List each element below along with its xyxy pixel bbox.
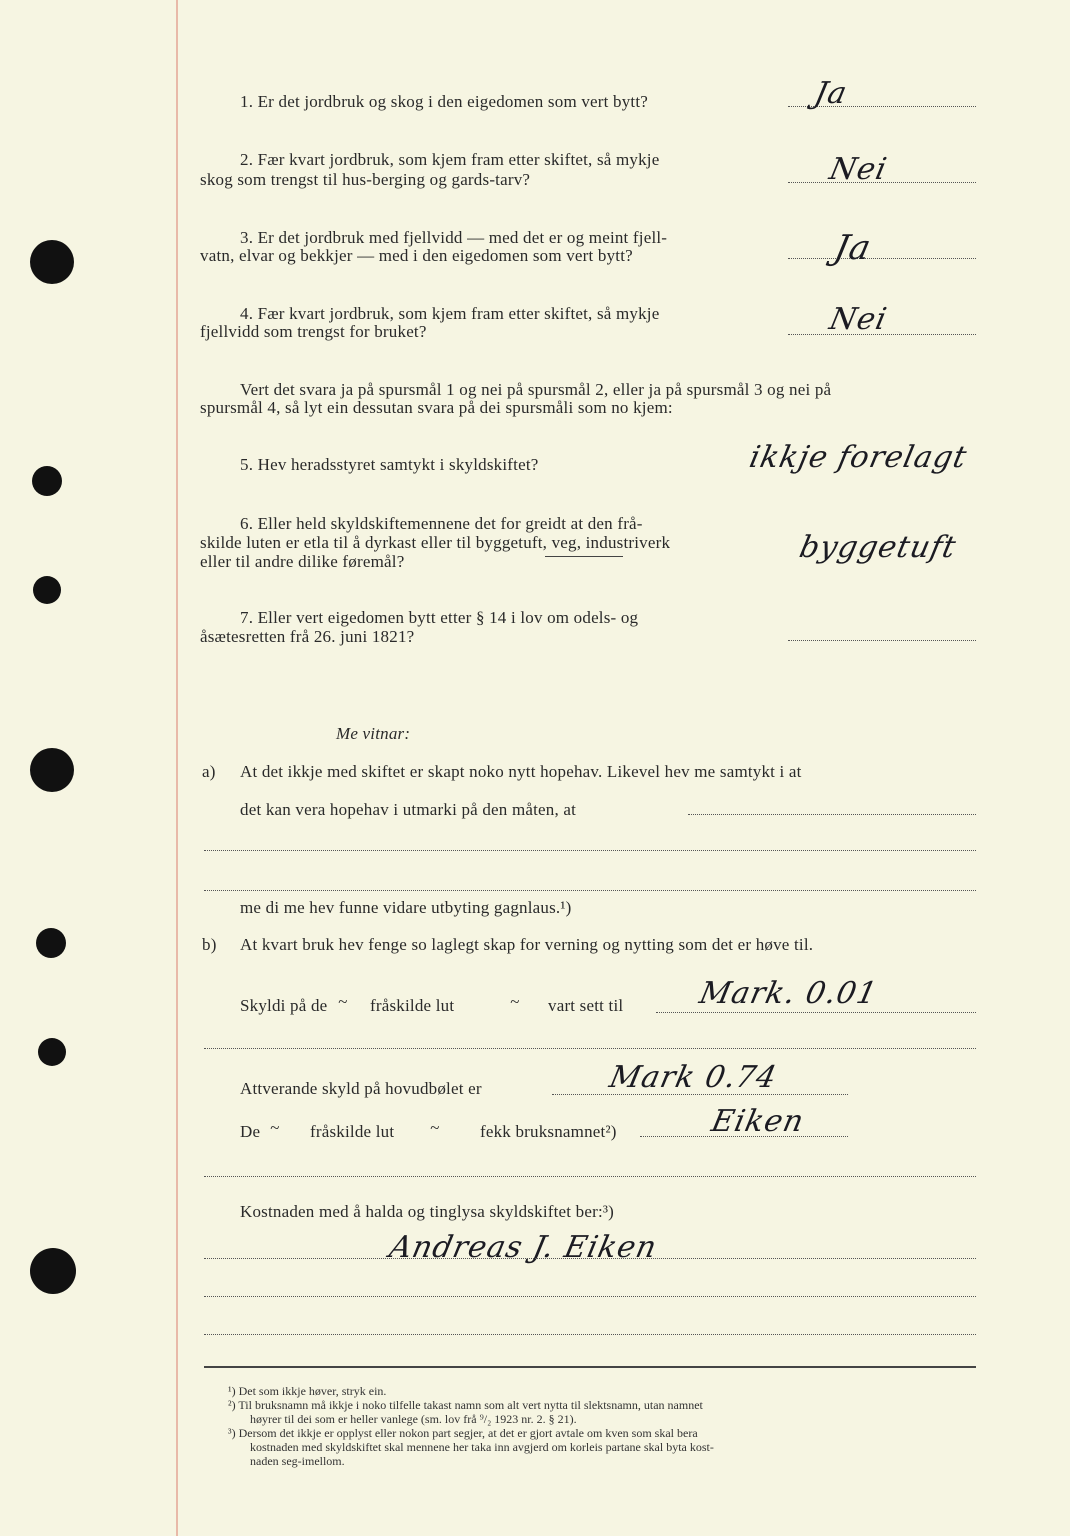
remaining-label: Attverande skyld på hovudbølet er bbox=[240, 1079, 482, 1098]
answer-2: Nei bbox=[826, 152, 891, 187]
footnote-3a: ³) Dersom det ikkje er opplyst eller nokon part segjer, at det er gjort avtale om kven som skal bera bbox=[228, 1426, 698, 1440]
underline bbox=[545, 556, 623, 557]
skyldi-label-c: vart sett til bbox=[548, 996, 624, 1015]
question-6-line3: eller til andre dilike føremål? bbox=[200, 552, 405, 571]
remaining-value: Mark 0.74 bbox=[606, 1060, 781, 1095]
question-7-line1: 7. Eller vert eigedomen bytt etter § 14 i lov om odels- og bbox=[240, 608, 639, 627]
question-2-line1: 2. Fær kvart jordbruk, som kjem fram etter skiftet, så mykje bbox=[240, 150, 660, 169]
cost-value: Andreas J. Eiken bbox=[386, 1230, 661, 1265]
name-label-c: fekk bruksnamnet²) bbox=[480, 1122, 617, 1141]
footnote-1: ¹) Det som ikkje høver, stryk ein. bbox=[228, 1384, 387, 1398]
witness-a-line3: me di me hev funne vidare utbyting gagnlaus.¹) bbox=[240, 898, 572, 917]
struck-suffix: ~ bbox=[510, 992, 520, 1011]
cost-label: Kostnaden med å halda og tinglysa skyldskiftet ber:³) bbox=[240, 1202, 615, 1221]
answer-5: ikkje forelagt bbox=[746, 440, 971, 475]
footnote-3b: kostnaden med skyldskiftet skal mennene her taka inn avgjerd om korleis partane skal byta kost- bbox=[250, 1440, 714, 1454]
punch-hole bbox=[32, 466, 62, 496]
name-label-b: fråskilde lut bbox=[310, 1122, 395, 1141]
name-value: Eiken bbox=[708, 1104, 808, 1139]
question-3-line2: vatn, elvar og bekkjer — med i den eigedomen som vert bytt? bbox=[200, 246, 633, 265]
struck-suffix: ~ bbox=[270, 1118, 280, 1137]
fill-line bbox=[204, 850, 976, 851]
question-6-line1: 6. Eller held skyldskiftemennene det for greidt at den frå- bbox=[240, 514, 643, 533]
fill-line bbox=[204, 1048, 976, 1049]
name-label-a: De bbox=[240, 1122, 261, 1141]
footnote-2b: høyrer til dei som er heller vanlege (sm. lov frå ⁹/₂ 1923 nr. 2. § 21). bbox=[250, 1412, 577, 1426]
witness-a-line1: At det ikkje med skiftet er skapt noko nytt hopehav. Likevel hev me samtykt i at bbox=[240, 762, 802, 781]
question-4-line2: fjellvidd som trengst for bruket? bbox=[200, 322, 427, 341]
question-1-text: 1. Er det jordbruk og skog i den eigedomen som vert bytt? bbox=[240, 92, 648, 111]
footnote-separator bbox=[204, 1366, 976, 1368]
intro-line1: Vert det svara ja på spursmål 1 og nei på spursmål 2, eller ja på spursmål 3 og nei på bbox=[240, 380, 832, 399]
punch-hole bbox=[30, 748, 74, 792]
punch-hole bbox=[36, 928, 66, 958]
punch-hole bbox=[33, 576, 61, 604]
fill-line bbox=[204, 1334, 976, 1335]
punch-hole bbox=[30, 240, 74, 284]
question-3-line1: 3. Er det jordbruk med fjellvidd — med det er og meint fjell- bbox=[240, 228, 668, 247]
fill-line bbox=[656, 1012, 976, 1013]
witness-a-label: a) bbox=[202, 762, 216, 781]
fill-line bbox=[204, 1258, 976, 1259]
question-4-line1: 4. Fær kvart jordbruk, som kjem fram etter skiftet, så mykje bbox=[240, 304, 660, 323]
question-2-line2: skog som trengst til hus-berging og gards-tarv? bbox=[200, 170, 531, 189]
skyldi-label-a: Skyldi på de bbox=[240, 996, 328, 1015]
answer-6: byggetuft bbox=[796, 530, 960, 565]
witness-b-label: b) bbox=[202, 935, 217, 954]
intro-line2: spursmål 4, så lyt ein dessutan svara på dei spursmåli som no kjem: bbox=[200, 398, 673, 417]
struck-suffix: ~ bbox=[338, 992, 348, 1011]
punch-hole bbox=[30, 1248, 76, 1294]
witness-a-line2: det kan vera hopehav i utmarki på den måten, at bbox=[240, 800, 577, 819]
struck-suffix: ~ bbox=[430, 1118, 440, 1137]
answer-1: Ja bbox=[811, 76, 851, 111]
footnote-2a: ²) Til bruksnamn må ikkje i noko tilfelle takast namn som alt vert nytta til slektsnamn, utan namnet bbox=[228, 1398, 703, 1412]
skyldi-label-b: fråskilde lut bbox=[370, 996, 455, 1015]
footnote-3c: naden seg-imellom. bbox=[250, 1454, 345, 1468]
answer-3: Ja bbox=[830, 228, 876, 268]
witness-b-line1: At kvart bruk hev fenge so laglegt skap for verning og nytting som det er høve til. bbox=[240, 935, 814, 954]
question-5-text: 5. Hev heradsstyret samtykt i skyldskiftet? bbox=[240, 455, 539, 474]
fill-line bbox=[204, 1296, 976, 1297]
fill-line bbox=[688, 814, 976, 815]
answer-line bbox=[788, 258, 976, 259]
witness-heading: Me vitnar: bbox=[336, 724, 411, 743]
fill-line bbox=[204, 1176, 976, 1177]
question-6-line2: skilde luten er etla til å dyrkast eller til byggetuft, veg, industriverk bbox=[200, 533, 671, 552]
answer-line bbox=[788, 640, 976, 641]
question-7-line2: åsætesretten frå 26. juni 1821? bbox=[200, 627, 415, 646]
fill-line bbox=[204, 890, 976, 891]
skyldi-value: Mark. 0.01 bbox=[696, 976, 881, 1011]
punch-hole bbox=[38, 1038, 66, 1066]
margin-line bbox=[176, 0, 178, 1536]
answer-4: Nei bbox=[826, 302, 891, 337]
